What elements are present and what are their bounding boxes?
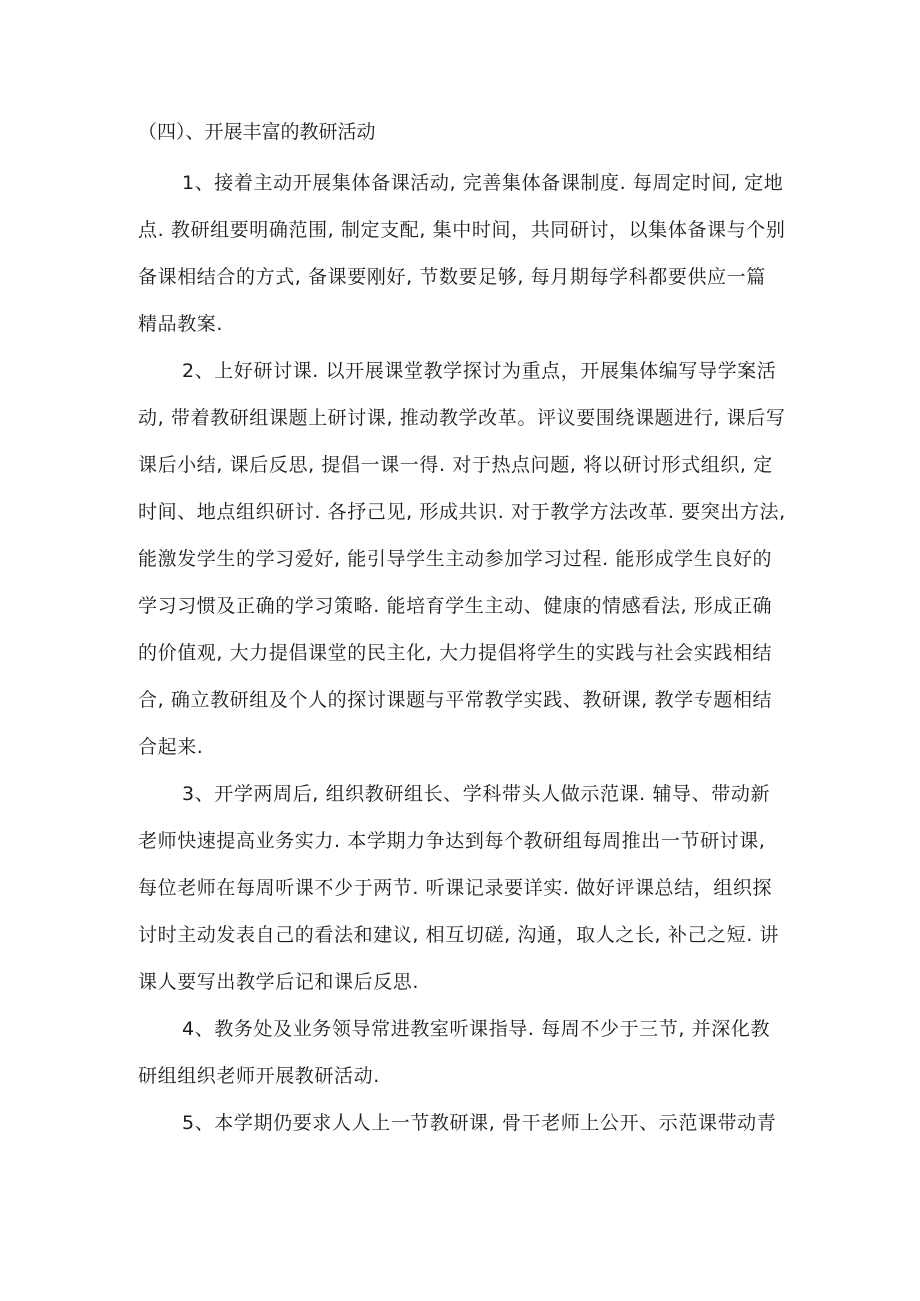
paragraph-2-line-5: 能激发学生的学习爱好, 能引导学生主动参加学习过程. 能形成学生良好的 — [138, 548, 773, 570]
paragraph-1-line-2: 点. 教研组要明确范围, 制定支配, 集中时间，共同研讨，以集体备课与个别 — [138, 219, 786, 241]
paragraph-3-line-4: 讨时主动发表自己的看法和建议, 相互切磋, 沟通，取人之长, 补己之短. 讲 — [138, 924, 780, 946]
paragraph-2-line-1: 2、上好研讨课. 以开展课堂教学探讨为重点，开展集体编写导学案活 — [182, 360, 777, 382]
paragraph-3-line-1: 3、开学两周后, 组织教研组长、学科带头人做示范课. 辅导、带动新 — [182, 783, 771, 805]
paragraph-2-line-9: 合起来. — [138, 736, 204, 758]
paragraph-2-line-7: 的价值观, 大力提倡课堂的民主化, 大力提倡将学生的实践与社会实践相结 — [138, 642, 773, 664]
paragraph-1-line-3: 备课相结合的方式, 备课要刚好, 节数要足够, 每月期每学科都要供应一篇 — [138, 266, 766, 288]
paragraph-4-line-2: 研组组织老师开展教研活动. — [138, 1065, 380, 1087]
section-heading: （四）、开展丰富的教研活动 — [138, 121, 376, 143]
paragraph-2-line-3: 课后小结, 课后反思, 提倡一课一得. 对于热点问题, 将以研讨形式组织, 定 — [138, 454, 773, 476]
paragraph-2-line-6: 学习习惯及正确的学习策略. 能培育学生主动、健康的情感看法, 形成正确 — [138, 595, 773, 617]
document-body — [138, 114, 786, 1147]
paragraph-3-line-3: 每位老师在每周听课不少于两节. 听课记录要详实. 做好评课总结，组织探 — [138, 877, 773, 899]
paragraph-2-line-8: 合, 确立教研组及个人的探讨课题与平常教学实践、教研课, 教学专题相结 — [138, 689, 773, 711]
paragraph-2-line-2: 动, 带着教研组课题上研讨课, 推动教学改革。评议要围绕课题进行, 课后写 — [138, 407, 786, 429]
paragraph-4-line-1: 4、教务处及业务领导常进教室听课指导. 每周不少于三节, 并深化教 — [182, 1018, 771, 1040]
paragraph-3-line-2: 老师快速提高业务实力. 本学期力争达到每个教研组每周推出一节研讨课, — [138, 830, 766, 852]
paragraph-1-line-4: 精品教案. — [138, 313, 224, 335]
paragraph-3-line-5: 课人要写出教学后记和课后反思. — [138, 971, 420, 993]
paragraph-1-line-1: 1、接着主动开展集体备课活动, 完善集体备课制度. 每周定时间, 定地 — [182, 172, 784, 194]
paragraph-5-line-1: 5、本学期仍要求人人上一节教研课, 骨干老师上公开、示范课带动青 — [182, 1112, 777, 1134]
paragraph-2-line-4: 时间、地点组织研讨. 各抒己见, 形成共识. 对于教学方法改革. 要突出方法, — [138, 501, 786, 523]
